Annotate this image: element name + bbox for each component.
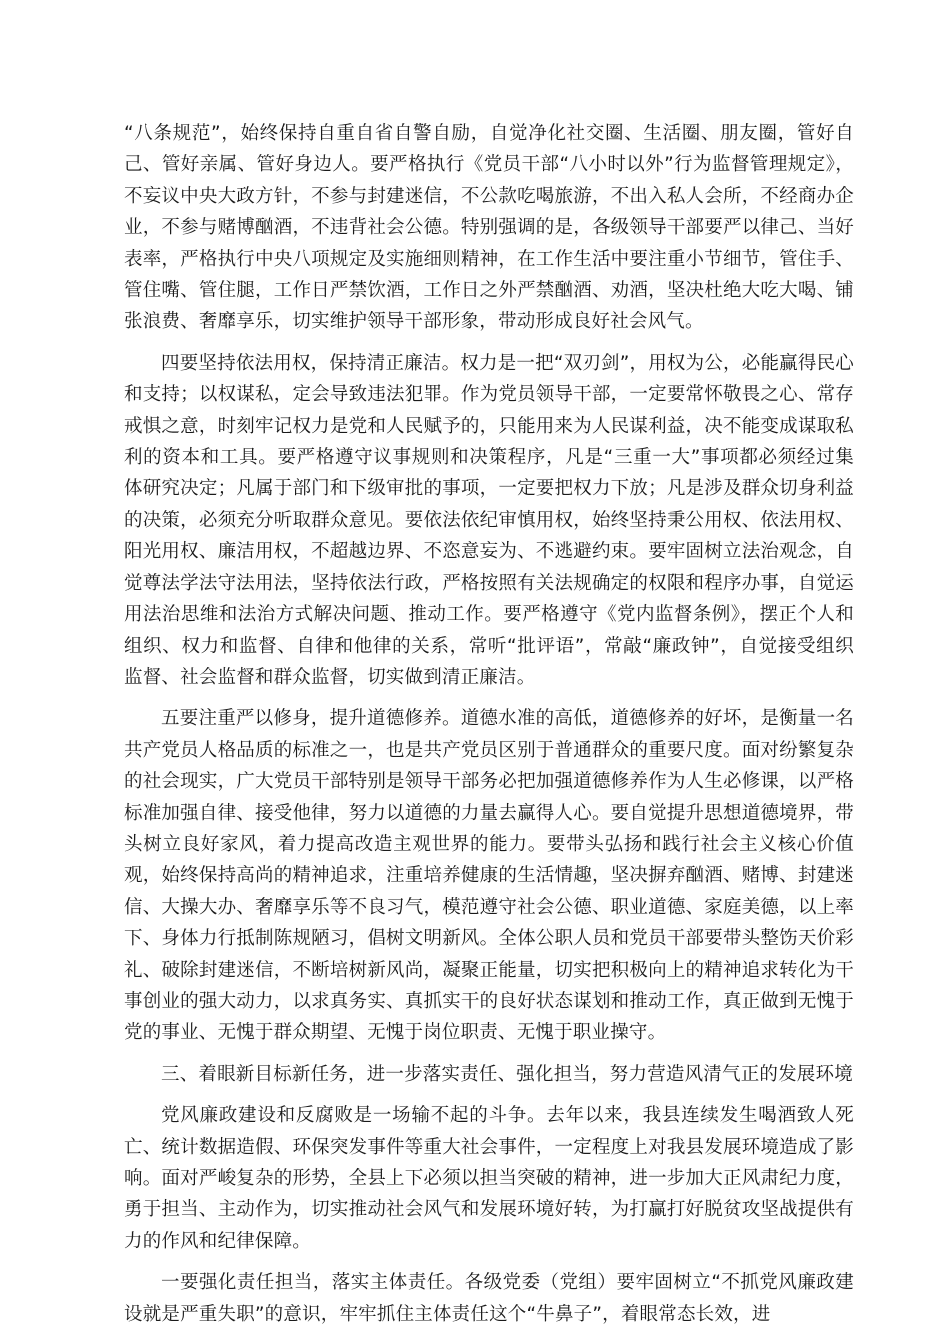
section-heading-three: 三、着眼新目标新任务，进一步落实责任、强化担当，努力营造风清气正的发展环境 (161, 1063, 853, 1085)
paragraph-point-four: 四要坚持依法用权，保持清正廉洁。权力是一把“双刃剑”，用权为公，必能赢得民心和支持；以权谋私，定会导致违法犯罪。作为党员领导干部，一定要常怀敬畏之心、常存戒惧之意，时刻牢记权力是党和人民赋予的，只能用来为人民谋利益，决不能变成谋取私利的资本和工具。要严格遵守议事规则和决策程序，凡是“三重一大”事项都必须经过集体研究决定；凡属于部门和下级审批的事项，一定要把权力下放；凡是涉及群众切身利益的决策，必须充分听取群众意见。要依法依纪审慎用权，始终坚持秉公用权、依法用权、阳光用权、廉洁用权，不超越边界、不恣意妄为、不逃避约束。要牢固树立法治观念，自觉尊法学法守法用法，坚持依法行政，严格按照有关法规确定的权限和程序办事，自觉运用法治思维和法治方式解决问题、推动工作。要严格遵守《党内监督条例》，摆正个人和组织、权力和监督、自律和他律的关系，常听“批评语”，常敲“廉政钟”，自觉接受组织监督、社会监督和群众监督，切实做到清正廉洁。 (124, 352, 854, 688)
paragraph-continuation: “八条规范”，始终保持自重自省自警自励，自觉净化社交圈、生活圈、朋友圈，管好自己、管好亲属、管好身边人。要严格执行《党员干部“八小时以外”行为监督管理规定》，不妄议中央大政方针，不参与封建迷信，不公款吃喝旅游，不出入私人会所，不经商办企业，不参与赌博酗酒，不违背社会公德。特别强调的是，各级领导干部要严以律己、当好表率，严格执行中央八项规定及实施细则精神，在工作生活中要注重小节细节，管住手、管住嘴、管住腿，工作日严禁饮酒，工作日之外严禁酗酒、劝酒，坚决杜绝大吃大喝、铺张浪费、奢靡享乐，切实维护领导干部形象，带动形成良好社会风气。 (124, 123, 854, 333)
document-page (124, 118, 854, 1340)
paragraph-point-one: 一要强化责任担当，落实主体责任。各级党委（党组）要牢固树立“不抓党风廉政建设就是严重失职”的意识，牢牢抓住主体责任这个“牛鼻子”，着眼常态长效，进 (124, 1272, 854, 1325)
paragraph-point-five: 五要注重严以修身，提升道德修养。道德水准的高低，道德修养的好坏，是衡量一名共产党员人格品质的标准之一，也是共产党员区别于普通群众的重要尺度。面对纷繁复杂的社会现实，广大党员干部特别是领导干部务必把加强道德修养作为人生必修课，以严格标准加强自律、接受他律，努力以道德的力量去赢得人心。要自觉提升思想道德境界，带头树立良好家风，着力提高改造主观世界的能力。要带头弘扬和践行社会主义核心价值观，始终保持高尚的精神追求，注重培养健康的生活情趣，坚决摒弃酗酒、赌博、封建迷信、大操大办、奢靡享乐等不良习气，模范遵守社会公德、职业道德、家庭美德，以上率下、身体力行抵制陈规陋习，倡树文明新风。全体公职人员和党员干部要带头整饬天价彩礼、破除封建迷信，不断培树新风尚，凝聚正能量，切实把积极向上的精神追求转化为干事创业的强大动力，以求真务实、真抓实干的良好状态谋划和推动工作，真正做到无愧于党的事业、无愧于群众期望、无愧于岗位职责、无愧于职业操守。 (124, 708, 854, 1044)
paragraph-struggle: 党风廉政建设和反腐败是一场输不起的斗争。去年以来，我县连续发生喝酒致人死亡、统计数据造假、环保突发事件等重大社会事件，一定程度上对我县发展环境造成了影响。面对严峻复杂的形势，全县上下必须以担当突破的精神，进一步加大正风肃纪力度，勇于担当、主动作为，切实推动社会风气和发展环境好转，为打赢打好脱贫攻坚战提供有力的作风和纪律保障。 (124, 1105, 854, 1252)
